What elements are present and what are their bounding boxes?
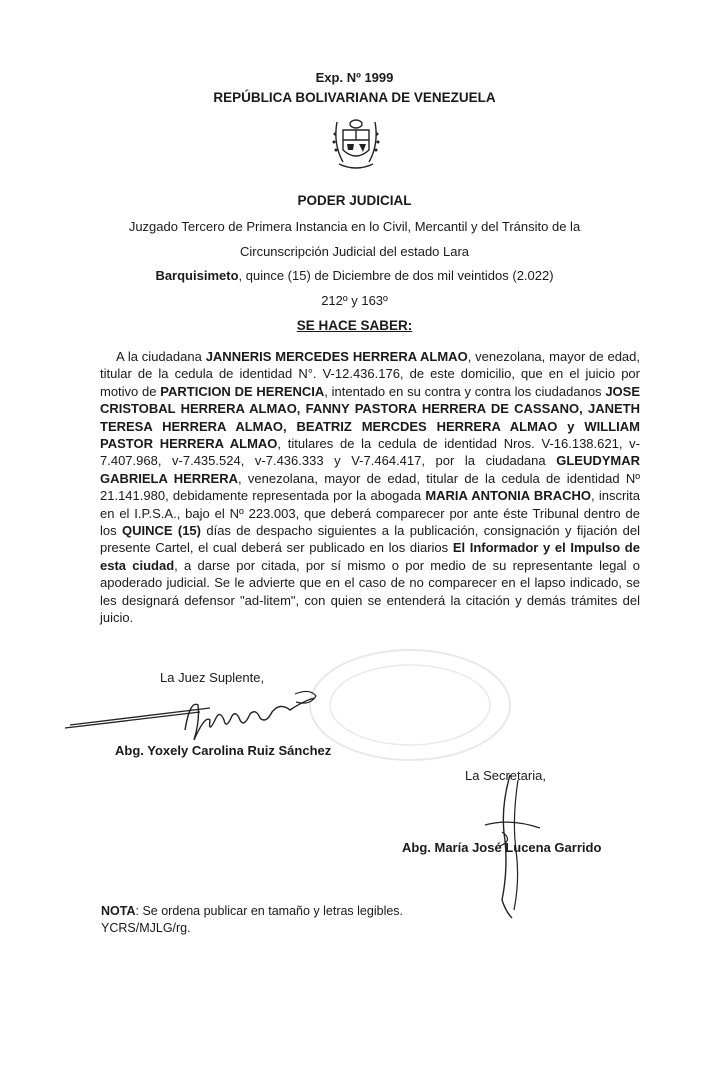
nota-block bbox=[101, 903, 403, 937]
expediente-number: Exp. Nº 1999 bbox=[315, 70, 394, 85]
poder-judicial-heading: PODER JUDICIAL bbox=[297, 193, 412, 208]
secretary-label: La Secretaria, bbox=[465, 768, 546, 783]
nota-label: NOTA bbox=[101, 904, 136, 918]
date-text: , quince (15) de Diciembre de dos mil veintidos (2.022) bbox=[238, 268, 554, 283]
court-name-line-2: Circunscripción Judicial del estado Lara bbox=[239, 244, 470, 259]
judge-label: La Juez Suplente, bbox=[160, 670, 265, 685]
co-defendants: JOSE CRISTOBAL HERRERA ALMAO, FANNY PASTORA HERRERA DE CASSANO, JANETH TERESA HERRERA ALMAO, BEATRIZ MERCDES HERRERA ALMAO y WILLIAM PASTOR HERRERA ALMAO bbox=[100, 383, 640, 452]
secretary-name: Abg. María José Lucena Garrido bbox=[402, 840, 602, 855]
plaintiff-name: GLEUDYMAR GABRIELA HERRERA bbox=[100, 453, 640, 486]
date-line bbox=[0, 268, 709, 283]
coat-of-arms-icon bbox=[329, 114, 383, 174]
notice-body: A la ciudadana JANNERIS MERCEDES HERRERA ALMAO, venezolana, mayor de edad, titular de la cedula de identidad N°. V-12.436.176, de este domicilio, que en el juicio por motivo de PARTICION DE HERENCIA, intentado en su contra y contra los ciudadanos JOSE CRISTOBAL HERRERA ALMAO, FANNY PASTORA HERRERA DE CASSANO, JANETH TERESA HERRERA ALMAO, BEATRIZ MERCDES HERRERA ALMAO y WILLIAM PASTOR HERRERA ALMAO, titulares de la cedula de identidad Nros. V-16.138.621, v-7.407.968, v-7.435.524, v-7.436.333 y V-7.464.417, por la ciudadana GLEUDYMAR GABRIELA HERRERA, venezolana, mayor de edad, titular de la cedula de identidad Nº 21.141.980, debidamente representada por la abogada MARIA ANTONIA BRACHO, inscrita en el I.P.S.A., bajo el Nº 223.003, que deberá comparecer por ante éste Tribunal dentro de los QUINCE (15) días de despacho siguientes a la publicación, consignación y fijación del presente Cartel, el cual deberá ser publicado en los diarios El Informador y el Impulso de esta ciudad, a darse por citada, por sí mismo o por medio de su representante legal o apoderado judicial. Se le advierte que en el caso de no comparecer en el lapso indicado, se les designará defensor "ad-litem", con quien se entenderá la citación y demás trámites del juicio. bbox=[100, 349, 641, 626]
republic-heading: REPÚBLICA BOLIVARIANA DE VENEZUELA bbox=[213, 90, 496, 105]
newspapers: El Informador y el Impulso de esta ciudad bbox=[100, 540, 640, 573]
attorney-name: MARIA ANTONIA BRACHO bbox=[425, 488, 591, 504]
se-hace-saber-heading: SE HACE SABER: bbox=[296, 318, 413, 333]
judge-signature-icon bbox=[60, 680, 340, 750]
initials: YCRS/MJLG/rg. bbox=[101, 921, 191, 935]
judge-name: Abg. Yoxely Carolina Ruiz Sánchez bbox=[115, 743, 332, 758]
nota-text: : Se ordena publicar en tamaño y letras legibles. bbox=[135, 904, 404, 918]
case-motive: PARTICION DE HERENCIA bbox=[160, 383, 325, 399]
nota-line bbox=[101, 903, 403, 920]
party-name: JANNERIS MERCEDES HERRERA ALMAO bbox=[205, 349, 468, 364]
date-city: Barquisimeto bbox=[155, 268, 239, 283]
term-days: QUINCE (15) bbox=[121, 523, 201, 539]
years-line: 212º y 163º bbox=[321, 293, 388, 308]
court-name-line-1: Juzgado Tercero de Primera Instancia en lo Civil, Mercantil y del Tránsito de la bbox=[128, 219, 581, 234]
